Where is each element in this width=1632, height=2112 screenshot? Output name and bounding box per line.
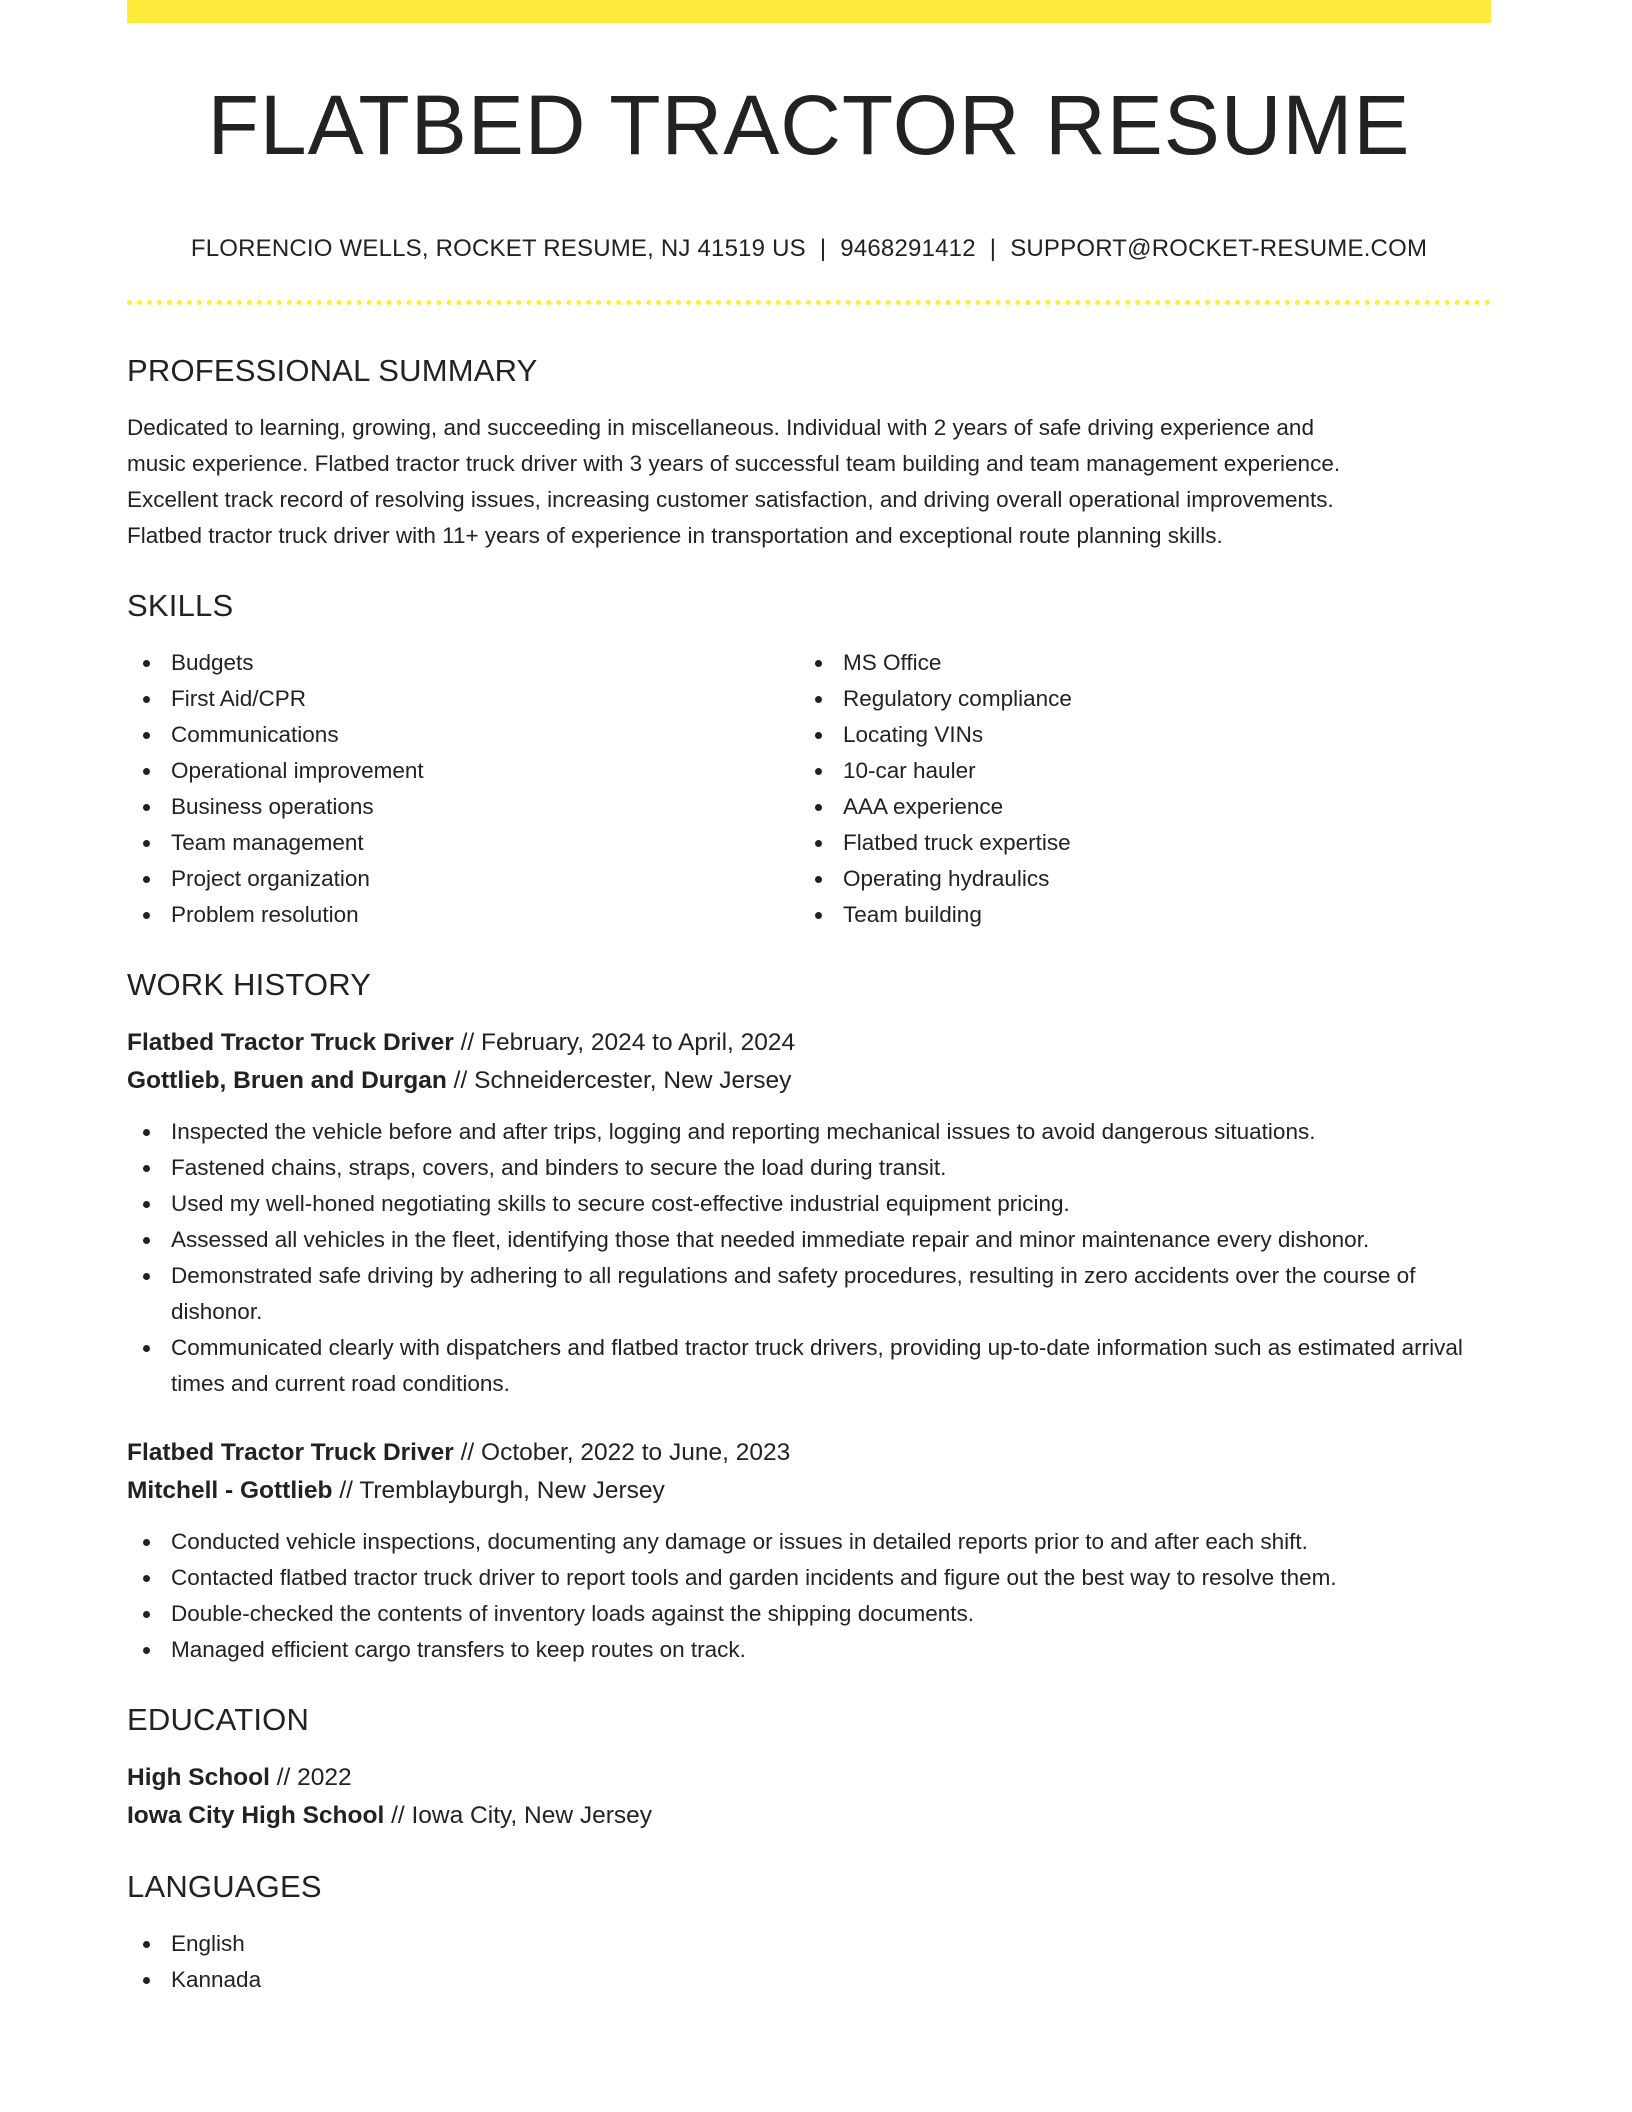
contact-address: FLORENCIO WELLS, ROCKET RESUME, NJ 41519 US [190,235,806,262]
languages-section [127,1871,1491,1998]
skill-item: Locating VINs [799,717,1471,753]
education-section [127,1704,1491,1835]
summary-heading: PROFESSIONAL SUMMARY [127,353,538,388]
skill-item: First Aid/CPR [127,681,799,717]
work-history-heading: WORK HISTORY [127,967,372,1002]
skill-item: Business operations [127,789,799,825]
summary-line: Excellent track record of resolving issues, increasing customer satisfaction, and driving overall operational improvements. [127,487,1334,512]
job-duties-list [127,1114,1491,1402]
job-title: Flatbed Tractor Truck Driver [127,1439,454,1466]
job-title-line [127,1024,1491,1062]
contact-line [127,237,1491,261]
skill-item: MS Office [799,645,1471,681]
skill-item: Team management [127,825,799,861]
contact-phone: 9468291412 [840,235,976,262]
skill-item: Regulatory compliance [799,681,1471,717]
job-entry [127,1434,1491,1668]
contact-separator: | [819,235,827,262]
skills-heading: SKILLS [127,588,234,623]
job-title: Flatbed Tractor Truck Driver [127,1029,454,1056]
education-year: // 2022 [269,1764,352,1791]
languages-heading: LANGUAGES [127,1869,322,1904]
job-duty: Double-checked the contents of inventory loads against the shipping documents. [127,1596,1491,1632]
job-duties-list [127,1524,1491,1668]
job-duty: Managed efficient cargo transfers to keep routes on track. [127,1632,1491,1668]
education-school: Iowa City High School [127,1802,385,1829]
job-location: // Schneidercester, New Jersey [446,1067,792,1094]
education-entry [127,1759,1491,1835]
summary-text [127,410,1491,554]
accent-top-bar [127,0,1491,23]
job-title-line [127,1434,1491,1472]
skill-item: 10-car hauler [799,753,1471,789]
skill-item: Operational improvement [127,753,799,789]
job-company-line [127,1062,1491,1100]
skill-item: Problem resolution [127,897,799,933]
skill-item: Flatbed truck expertise [799,825,1471,861]
resume-title: FLATBED TRACTOR RESUME [207,78,1411,172]
education-location: // Iowa City, New Jersey [384,1802,653,1829]
skill-item: Team building [799,897,1471,933]
contact-email: SUPPORT@ROCKET-RESUME.COM [1010,235,1428,262]
resume-content [127,23,1491,1998]
work-history-section [127,969,1491,1668]
contact-separator: | [989,235,997,262]
job-dates: // February, 2024 to April, 2024 [453,1029,796,1056]
summary-line: Dedicated to learning, growing, and succeeding in miscellaneous. Individual with 2 years of safe driving experience and [127,415,1314,440]
job-duty: Communicated clearly with dispatchers and flatbed tractor truck drivers, providing up-to-date information such as estimated arrival times and current road conditions. [127,1330,1491,1402]
language-item: English [127,1926,1491,1962]
languages-list [127,1926,1491,1998]
job-location: // Tremblayburgh, New Jersey [332,1477,665,1504]
job-duty: Assessed all vehicles in the fleet, identifying those that needed immediate repair and minor maintenance every dishonor. [127,1222,1491,1258]
summary-section [127,355,1491,554]
job-duty: Fastened chains, straps, covers, and binders to secure the load during transit. [127,1150,1491,1186]
education-degree-line [127,1759,1491,1797]
job-duty: Contacted flatbed tractor truck driver to report tools and garden incidents and figure out the best way to resolve them. [127,1560,1491,1596]
skill-item: Project organization [127,861,799,897]
summary-line: Flatbed tractor truck driver with 11+ years of experience in transportation and exceptional route planning skills. [127,523,1223,548]
education-heading: EDUCATION [127,1702,310,1737]
skill-item: Budgets [127,645,799,681]
job-dates: // October, 2022 to June, 2023 [453,1439,791,1466]
job-duty: Demonstrated safe driving by adhering to all regulations and safety procedures, resulting in zero accidents over the course of dishonor. [127,1258,1491,1330]
job-company: Mitchell - Gottlieb [127,1477,333,1504]
skill-item: AAA experience [799,789,1471,825]
job-duty: Used my well-honed negotiating skills to secure cost-effective industrial equipment pricing. [127,1186,1491,1222]
language-item: Kannada [127,1962,1491,1998]
job-company-line [127,1472,1491,1510]
summary-line: music experience. Flatbed tractor truck driver with 3 years of successful team building and team management experience. [127,451,1341,476]
job-duty: Inspected the vehicle before and after trips, logging and reporting mechanical issues to avoid dangerous situations. [127,1114,1491,1150]
skill-item: Communications [127,717,799,753]
job-duty: Conducted vehicle inspections, documenting any damage or issues in detailed reports prior to and after each shift. [127,1524,1491,1560]
skill-item: Operating hydraulics [799,861,1471,897]
skills-grid [127,645,1491,933]
education-degree: High School [127,1764,270,1791]
skills-section [127,590,1491,933]
dotted-divider [127,300,1491,305]
job-entry [127,1024,1491,1402]
education-school-line [127,1797,1491,1835]
skills-right-list [799,645,1471,933]
skills-left-list [127,645,799,933]
job-company: Gottlieb, Bruen and Durgan [127,1067,447,1094]
